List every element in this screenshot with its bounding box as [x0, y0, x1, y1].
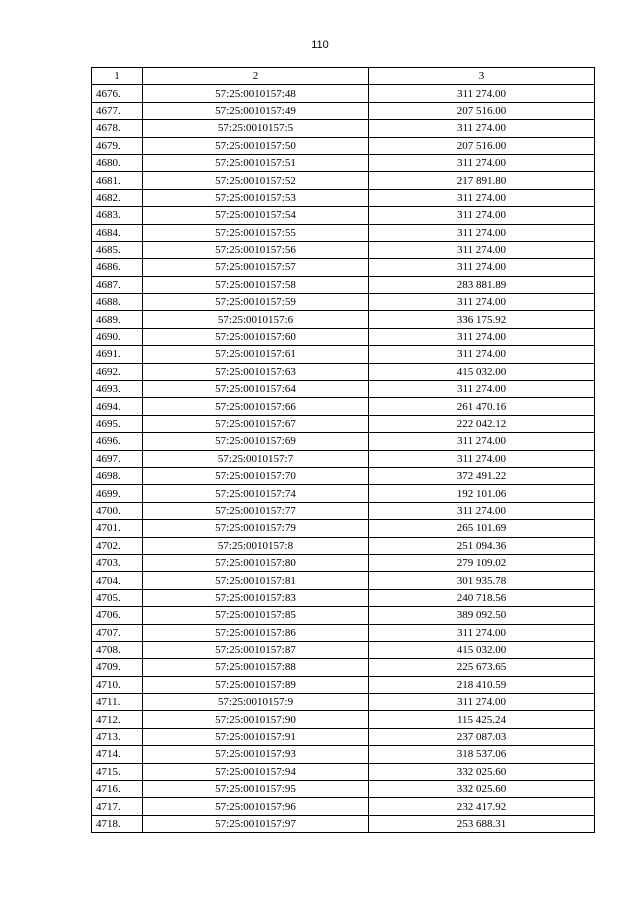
cadastral-value: 311 274.00 [369, 85, 595, 102]
cadastral-number: 57:25:0010157:52 [143, 172, 369, 189]
page-number: 110 [311, 39, 329, 51]
cadastral-number: 57:25:0010157:59 [143, 294, 369, 311]
row-number: 4679. [92, 137, 143, 154]
table-row [92, 398, 595, 415]
table-row [92, 102, 595, 119]
table-row [92, 728, 595, 745]
cadastral-number: 57:25:0010157:54 [143, 207, 369, 224]
row-number: 4681. [92, 172, 143, 189]
cadastral-value: 311 274.00 [369, 433, 595, 450]
cadastral-value: 283 881.89 [369, 276, 595, 293]
table-row [92, 711, 595, 728]
row-number: 4691. [92, 346, 143, 363]
table-header [92, 68, 595, 85]
row-number: 4707. [92, 624, 143, 641]
cadastral-value: 311 274.00 [369, 450, 595, 467]
cadastral-number: 57:25:0010157:77 [143, 502, 369, 519]
table-row [92, 450, 595, 467]
cadastral-value: 265 101.69 [369, 520, 595, 537]
table-row [92, 381, 595, 398]
row-number: 4713. [92, 728, 143, 745]
cadastral-number: 57:25:0010157:56 [143, 241, 369, 258]
cadastral-number: 57:25:0010157:57 [143, 259, 369, 276]
table-row [92, 207, 595, 224]
cadastral-number: 57:25:0010157:74 [143, 485, 369, 502]
cadastral-number: 57:25:0010157:85 [143, 607, 369, 624]
cadastral-number: 57:25:0010157:87 [143, 641, 369, 658]
table-row [92, 781, 595, 798]
cadastral-number: 57:25:0010157:69 [143, 433, 369, 450]
cadastral-number: 57:25:0010157:95 [143, 781, 369, 798]
table-row [92, 520, 595, 537]
row-number: 4704. [92, 572, 143, 589]
row-number: 4712. [92, 711, 143, 728]
cadastral-number: 57:25:0010157:91 [143, 728, 369, 745]
row-number: 4710. [92, 676, 143, 693]
row-number: 4684. [92, 224, 143, 241]
row-number: 4693. [92, 381, 143, 398]
row-number: 4699. [92, 485, 143, 502]
table-row [92, 346, 595, 363]
cadastral-value: 261 470.16 [369, 398, 595, 415]
cadastral-value: 237 087.03 [369, 728, 595, 745]
cadastral-number: 57:25:0010157:61 [143, 346, 369, 363]
table-row [92, 537, 595, 554]
table-row [92, 676, 595, 693]
cadastral-value: 240 718.56 [369, 589, 595, 606]
cadastral-number: 57:25:0010157:86 [143, 624, 369, 641]
cadastral-value-table [91, 67, 595, 833]
table-row [92, 294, 595, 311]
cadastral-value: 225 673.65 [369, 659, 595, 676]
table-row [92, 415, 595, 432]
row-number: 4692. [92, 363, 143, 380]
cadastral-number: 57:25:0010157:88 [143, 659, 369, 676]
table-row [92, 502, 595, 519]
cadastral-value: 311 274.00 [369, 328, 595, 345]
table-row [92, 763, 595, 780]
cadastral-value: 318 537.06 [369, 746, 595, 763]
cadastral-number: 57:25:0010157:60 [143, 328, 369, 345]
cadastral-number: 57:25:0010157:83 [143, 589, 369, 606]
row-number: 4696. [92, 433, 143, 450]
cadastral-number: 57:25:0010157:63 [143, 363, 369, 380]
cadastral-value: 217 891.80 [369, 172, 595, 189]
cadastral-value: 192 101.06 [369, 485, 595, 502]
cadastral-number: 57:25:0010157:79 [143, 520, 369, 537]
cadastral-number: 57:25:0010157:55 [143, 224, 369, 241]
cadastral-value: 332 025.60 [369, 781, 595, 798]
table-row [92, 641, 595, 658]
row-number: 4715. [92, 763, 143, 780]
header-row [92, 68, 595, 85]
table-row [92, 746, 595, 763]
cadastral-number: 57:25:0010157:66 [143, 398, 369, 415]
cadastral-number: 57:25:0010157:67 [143, 415, 369, 432]
table-row [92, 467, 595, 484]
row-number: 4705. [92, 589, 143, 606]
cadastral-value: 311 274.00 [369, 502, 595, 519]
cadastral-value: 232 417.92 [369, 798, 595, 815]
row-number: 4687. [92, 276, 143, 293]
table-body [92, 85, 595, 833]
row-number: 4683. [92, 207, 143, 224]
row-number: 4688. [92, 294, 143, 311]
cadastral-value: 301 935.78 [369, 572, 595, 589]
table-row [92, 85, 595, 102]
cadastral-value: 222 042.12 [369, 415, 595, 432]
table-row [92, 189, 595, 206]
cadastral-number: 57:25:0010157:5 [143, 120, 369, 137]
row-number: 4695. [92, 415, 143, 432]
row-number: 4689. [92, 311, 143, 328]
header-col-cadastral-number: 2 [143, 68, 369, 85]
cadastral-value: 372 491.22 [369, 467, 595, 484]
row-number: 4702. [92, 537, 143, 554]
row-number: 4694. [92, 398, 143, 415]
row-number: 4709. [92, 659, 143, 676]
table-row [92, 276, 595, 293]
table-row [92, 363, 595, 380]
table-row [92, 798, 595, 815]
row-number: 4706. [92, 607, 143, 624]
cadastral-number: 57:25:0010157:49 [143, 102, 369, 119]
row-number: 4711. [92, 694, 143, 711]
cadastral-value: 218 410.59 [369, 676, 595, 693]
header-col-value: 3 [369, 68, 595, 85]
row-number: 4700. [92, 502, 143, 519]
table-row [92, 224, 595, 241]
table-row [92, 241, 595, 258]
cadastral-value: 311 274.00 [369, 624, 595, 641]
table-row [92, 172, 595, 189]
table-row [92, 328, 595, 345]
row-number: 4685. [92, 241, 143, 258]
table-row [92, 485, 595, 502]
cadastral-number: 57:25:0010157:6 [143, 311, 369, 328]
row-number: 4716. [92, 781, 143, 798]
cadastral-value: 115 425.24 [369, 711, 595, 728]
cadastral-number: 57:25:0010157:64 [143, 381, 369, 398]
table-row [92, 154, 595, 171]
cadastral-number: 57:25:0010157:50 [143, 137, 369, 154]
cadastral-number: 57:25:0010157:7 [143, 450, 369, 467]
cadastral-value: 311 274.00 [369, 120, 595, 137]
row-number: 4701. [92, 520, 143, 537]
cadastral-value: 415 032.00 [369, 363, 595, 380]
cadastral-value: 207 516.00 [369, 102, 595, 119]
row-number: 4698. [92, 467, 143, 484]
row-number: 4677. [92, 102, 143, 119]
cadastral-number: 57:25:0010157:53 [143, 189, 369, 206]
table-row [92, 311, 595, 328]
cadastral-value: 332 025.60 [369, 763, 595, 780]
cadastral-value: 336 175.92 [369, 311, 595, 328]
row-number: 4682. [92, 189, 143, 206]
row-number: 4718. [92, 815, 143, 832]
table-row [92, 815, 595, 832]
row-number: 4690. [92, 328, 143, 345]
cadastral-number: 57:25:0010157:89 [143, 676, 369, 693]
cadastral-number: 57:25:0010157:80 [143, 554, 369, 571]
row-number: 4686. [92, 259, 143, 276]
row-number: 4717. [92, 798, 143, 815]
cadastral-value: 311 274.00 [369, 694, 595, 711]
cadastral-number: 57:25:0010157:94 [143, 763, 369, 780]
table-row [92, 572, 595, 589]
cadastral-value: 311 274.00 [369, 381, 595, 398]
row-number: 4708. [92, 641, 143, 658]
cadastral-number: 57:25:0010157:51 [143, 154, 369, 171]
header-col-number: 1 [92, 68, 143, 85]
cadastral-value: 311 274.00 [369, 294, 595, 311]
row-number: 4714. [92, 746, 143, 763]
table-row [92, 554, 595, 571]
cadastral-value: 311 274.00 [369, 189, 595, 206]
cadastral-value: 207 516.00 [369, 137, 595, 154]
table-row [92, 607, 595, 624]
cadastral-number: 57:25:0010157:97 [143, 815, 369, 832]
cadastral-value: 311 274.00 [369, 259, 595, 276]
cadastral-number: 57:25:0010157:90 [143, 711, 369, 728]
cadastral-value: 311 274.00 [369, 346, 595, 363]
table-row [92, 433, 595, 450]
table-row [92, 259, 595, 276]
table-row [92, 120, 595, 137]
table-row [92, 624, 595, 641]
row-number: 4697. [92, 450, 143, 467]
cadastral-value: 311 274.00 [369, 241, 595, 258]
table-row [92, 659, 595, 676]
row-number: 4678. [92, 120, 143, 137]
cadastral-number: 57:25:0010157:58 [143, 276, 369, 293]
cadastral-value: 415 032.00 [369, 641, 595, 658]
cadastral-number: 57:25:0010157:9 [143, 694, 369, 711]
cadastral-number: 57:25:0010157:81 [143, 572, 369, 589]
cadastral-value: 311 274.00 [369, 154, 595, 171]
row-number: 4680. [92, 154, 143, 171]
cadastral-value: 279 109.02 [369, 554, 595, 571]
cadastral-number: 57:25:0010157:96 [143, 798, 369, 815]
cadastral-number: 57:25:0010157:48 [143, 85, 369, 102]
cadastral-value: 253 688.31 [369, 815, 595, 832]
cadastral-number: 57:25:0010157:70 [143, 467, 369, 484]
cadastral-value: 311 274.00 [369, 224, 595, 241]
cadastral-number: 57:25:0010157:8 [143, 537, 369, 554]
cadastral-number: 57:25:0010157:93 [143, 746, 369, 763]
cadastral-value: 251 094.36 [369, 537, 595, 554]
table-row [92, 589, 595, 606]
table-row [92, 137, 595, 154]
table-row [92, 694, 595, 711]
cadastral-value: 389 092.50 [369, 607, 595, 624]
row-number: 4703. [92, 554, 143, 571]
cadastral-value: 311 274.00 [369, 207, 595, 224]
row-number: 4676. [92, 85, 143, 102]
